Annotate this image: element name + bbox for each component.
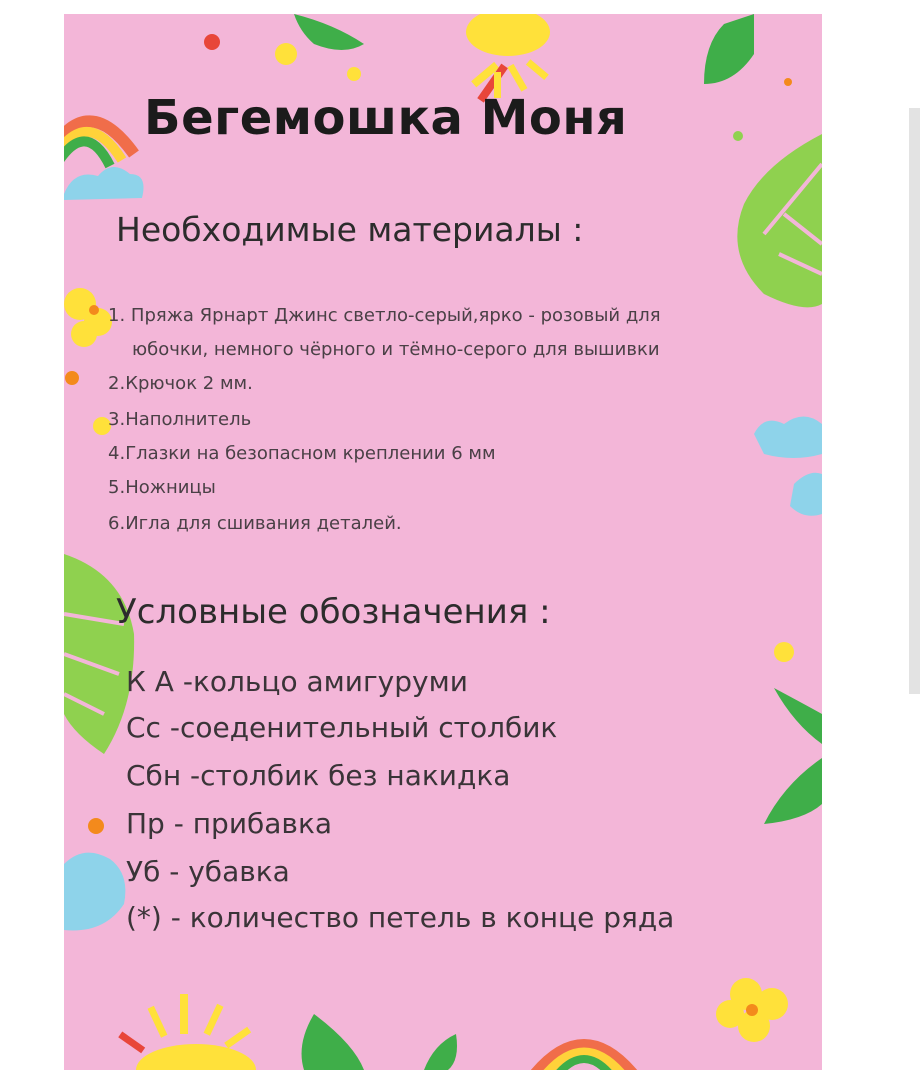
legend-item: Сбн -столбик без накидка: [126, 759, 511, 792]
flower-icon: [716, 978, 788, 1042]
poster-card: [64, 14, 822, 1070]
legend-item: Сс -соеденительный столбик: [126, 711, 558, 744]
material-item: [108, 306, 661, 326]
dot-icon: [784, 78, 792, 86]
scrollbar[interactable]: [909, 108, 920, 694]
legend-item: К А -кольцо амигуруми: [126, 665, 468, 698]
material-item: [108, 444, 496, 464]
leaf-icon: [302, 1014, 364, 1070]
leaf-icon: [704, 14, 754, 84]
material-item: [108, 514, 402, 534]
cloud-icon: [754, 417, 822, 459]
material-item: [108, 374, 253, 394]
page-title: Бегемошка Моня: [144, 90, 628, 146]
material-number: 6.: [108, 513, 126, 534]
material-text: Ножницы: [125, 477, 216, 498]
dot-icon: [733, 131, 743, 141]
material-text: Пряжа Ярнарт Джинс светло-серый,ярко - розовый для: [130, 305, 661, 326]
leaf-icon: [64, 554, 134, 754]
legend-item: (*) - количество петель в конце ряда: [126, 901, 675, 934]
cloud-icon: [64, 167, 144, 200]
dot-icon: [88, 818, 104, 834]
leaf-icon: [294, 14, 364, 50]
leaf-icon: [774, 688, 822, 744]
material-number: 4.: [108, 443, 126, 464]
cloud-icon: [790, 473, 822, 516]
dot-icon: [774, 642, 794, 662]
material-item: [108, 478, 216, 498]
material-item-continued: [132, 340, 660, 360]
sun-icon: [118, 994, 256, 1070]
leaf-icon: [737, 134, 822, 307]
leaf-icon: [764, 758, 822, 824]
material-text: Крючок 2 мм.: [125, 373, 253, 394]
dot-icon: [65, 371, 79, 385]
materials-heading: Необходимые материалы :: [116, 210, 584, 249]
material-text: Наполнитель: [125, 409, 252, 430]
cloud-icon: [64, 853, 125, 931]
dot-icon: [204, 34, 220, 50]
material-text: Глазки на безопасном креплении 6 мм: [125, 443, 496, 464]
legend-item: Пр - прибавка: [126, 807, 333, 840]
material-text: юбочки, немного чёрного и тёмно-серого для вышивки: [132, 339, 660, 360]
legend-item: Уб - убавка: [126, 855, 290, 888]
legend-heading: Условные обозначения :: [116, 592, 551, 632]
dot-icon: [275, 43, 297, 65]
rainbow-icon: [64, 121, 134, 172]
material-number: 1.: [108, 305, 126, 326]
material-number: 2.: [108, 373, 126, 394]
dot-icon: [347, 67, 361, 81]
material-item: [108, 410, 251, 430]
material-number: 5.: [108, 477, 126, 498]
material-number: 3.: [108, 409, 126, 430]
material-text: Игла для сшивания деталей.: [125, 513, 402, 534]
leaf-icon: [424, 1034, 457, 1070]
rainbow-icon: [534, 1044, 634, 1070]
flower-icon: [64, 288, 112, 347]
